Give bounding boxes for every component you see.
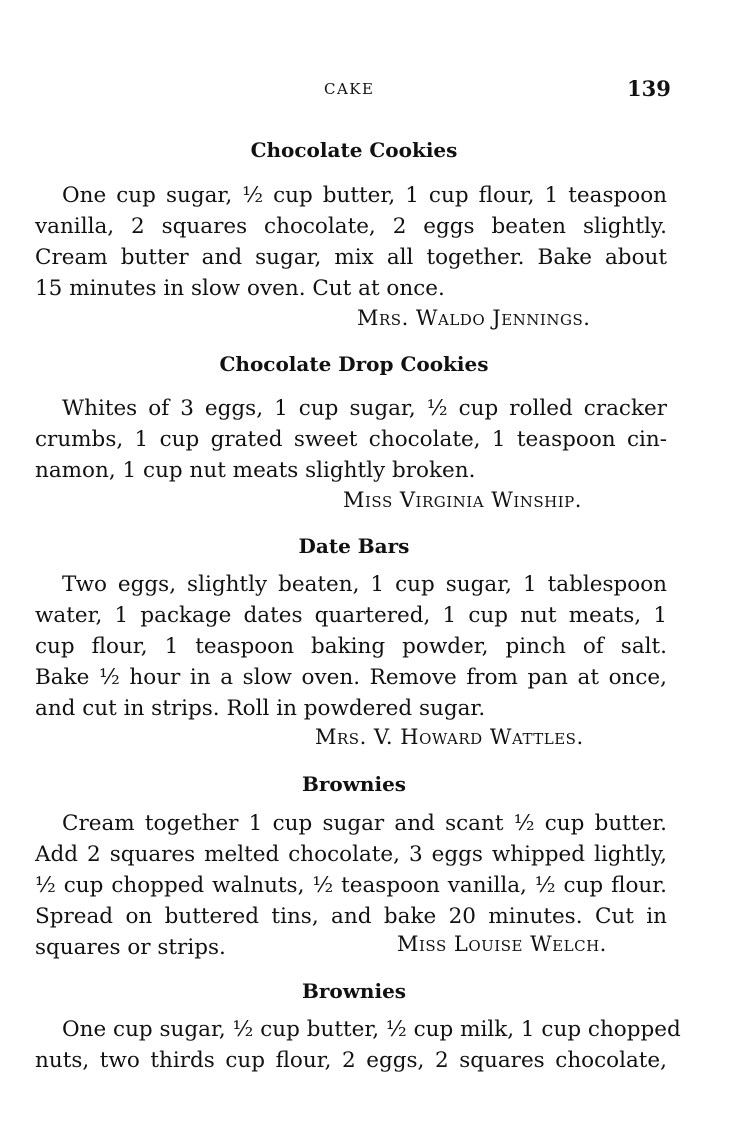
recipe-line: water, 1 package dates quartered, 1 cup nut meats, 1 bbox=[35, 603, 667, 628]
recipe-line: namon, 1 cup nut meats slightly broken. bbox=[35, 458, 476, 483]
recipe-line: Bake ½ hour in a slow oven. Remove from pan at once, bbox=[35, 665, 667, 690]
recipe-line: crumbs, 1 cup grated sweet chocolate, 1 teaspoon cin- bbox=[35, 427, 667, 452]
running-head: CAKE bbox=[324, 80, 375, 98]
recipe-line: squares or strips. bbox=[35, 935, 226, 960]
recipe-attribution: Mrs. Waldo Jennings. bbox=[357, 306, 591, 330]
recipe-attribution: Miss Virginia Winship. bbox=[343, 488, 582, 512]
page-header bbox=[0, 76, 750, 106]
recipe-line: Cream together 1 cup sugar and scant ½ cup butter. bbox=[62, 811, 667, 836]
recipe-line: One cup sugar, ½ cup butter, 1 cup flour, 1 teaspoon bbox=[62, 183, 667, 208]
recipe-line: 15 minutes in slow oven. Cut at once. bbox=[35, 276, 445, 301]
recipe-title: Brownies bbox=[301, 979, 407, 1003]
recipe-line: Whites of 3 eggs, 1 cup sugar, ½ cup rolled cracker bbox=[62, 396, 667, 421]
recipe-title: Date Bars bbox=[298, 534, 410, 558]
recipe-attribution: Miss Louise Welch. bbox=[397, 932, 607, 956]
recipe-line: Two eggs, slightly beaten, 1 cup sugar, 1 tablespoon bbox=[62, 572, 667, 597]
recipe-line: ½ cup chopped walnuts, ½ teaspoon vanilla, ½ cup flour. bbox=[35, 873, 667, 898]
recipe-line: One cup sugar, ½ cup butter, ½ cup milk, 1 cup chopped bbox=[62, 1017, 681, 1042]
recipe-attribution: Mrs. V. Howard Wattles. bbox=[315, 725, 584, 749]
recipe-line: Spread on buttered tins, and bake 20 minutes. Cut in bbox=[35, 904, 667, 929]
recipe-title: Chocolate Cookies bbox=[250, 138, 458, 162]
recipe-line: nuts, two thirds cup flour, 2 eggs, 2 squares chocolate, bbox=[35, 1048, 667, 1073]
recipe-line: and cut in strips. Roll in powdered sugar. bbox=[35, 696, 486, 721]
recipe-line: cup flour, 1 teaspoon baking powder, pinch of salt. bbox=[35, 634, 667, 659]
recipe-title: Chocolate Drop Cookies bbox=[219, 352, 489, 376]
recipe-line: vanilla, 2 squares chocolate, 2 eggs beaten slightly. bbox=[35, 214, 667, 239]
recipe-title: Brownies bbox=[301, 772, 407, 796]
recipe-line: Add 2 squares melted chocolate, 3 eggs whipped lightly, bbox=[35, 842, 667, 867]
recipe-line: Cream butter and sugar, mix all together. Bake about bbox=[35, 245, 667, 270]
page-number: 139 bbox=[627, 76, 671, 101]
